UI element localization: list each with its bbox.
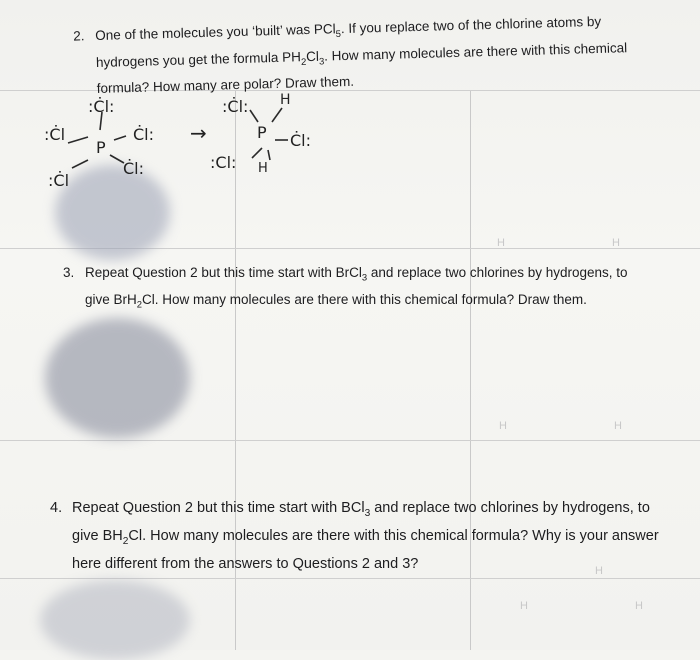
bleed-blob [40, 580, 190, 660]
grid-line [0, 578, 700, 579]
bleed-letter: H [614, 420, 622, 432]
question-line [85, 289, 675, 316]
atom-label: H [258, 161, 268, 176]
subscript: 3 [318, 55, 325, 68]
subscript: 3 [361, 272, 368, 284]
question-text: Repeat Question 2 but this time start with BrCl [85, 265, 362, 280]
question-text: One of the molecules you ‘built’ was PCl [95, 21, 336, 43]
bleed-letter: H [497, 237, 505, 249]
question-text: and replace two chlorines by hydrogens, to [367, 265, 628, 280]
question-number: 4. [50, 500, 63, 516]
atom-label: Ċl: [290, 131, 312, 150]
bleed-letter: H [595, 565, 603, 577]
question-text: Cl. How many molecules are there with this chemical formula? Why is your answer [128, 527, 659, 544]
question-text: . If you replace two of the chlorine atoms by [340, 13, 602, 37]
question-line [72, 525, 682, 553]
question-line [72, 553, 682, 575]
question-text: Cl. How many molecules are there with this chemical formula? Draw them. [142, 291, 587, 307]
atom-label: :Ċl [48, 171, 70, 190]
bleed-blob [45, 318, 190, 438]
question-text: hydrogens you get the formula PH [95, 48, 302, 70]
question-text: Repeat Question 2 but this time start with BCl [72, 500, 365, 516]
atom-label: :Ċl [44, 125, 66, 144]
question-3 [63, 262, 675, 315]
question-text: here different from the answers to Questions 2 and 3? [72, 555, 419, 572]
question-text: give BH [72, 527, 123, 544]
right-molecule-bonds [250, 108, 288, 160]
question-line [72, 497, 682, 525]
atom-label: :Cl: [210, 153, 237, 172]
question-text: Cl [305, 48, 320, 64]
atom-label: P [96, 138, 106, 157]
subscript: 3 [364, 507, 371, 519]
lewis-structures-drawing [0, 0, 700, 260]
atom-label: :Ċl: [88, 97, 115, 116]
question-text: formula? How many are polar? Draw them. [96, 74, 355, 97]
question-text: give BrH [85, 291, 137, 307]
question-text: and replace two chlorines by hydrogens, to [370, 500, 650, 516]
bleed-letter: H [635, 600, 643, 612]
bleed-letter: H [520, 600, 528, 612]
atom-label: P [257, 123, 267, 142]
bleed-letter: H [499, 420, 507, 432]
subscript: 2 [300, 56, 307, 68]
subscript: 2 [136, 299, 143, 311]
question-4 [50, 497, 682, 575]
subscript: 5 [335, 28, 342, 40]
grid-line [0, 440, 700, 441]
atom-label: Ċl: [133, 125, 155, 144]
question-text: . How many molecules are there with this chemical [323, 39, 628, 64]
atom-label: H [280, 92, 291, 108]
question-line [85, 262, 675, 289]
bleed-letter: H [612, 237, 620, 249]
question-number: 3. [63, 265, 75, 280]
subscript: 2 [122, 535, 129, 547]
question-number: 2. [73, 28, 85, 44]
atom-label: :Ċl: [222, 97, 249, 116]
atom-label: Ċl: [123, 159, 145, 178]
reaction-arrow: → [190, 121, 207, 145]
